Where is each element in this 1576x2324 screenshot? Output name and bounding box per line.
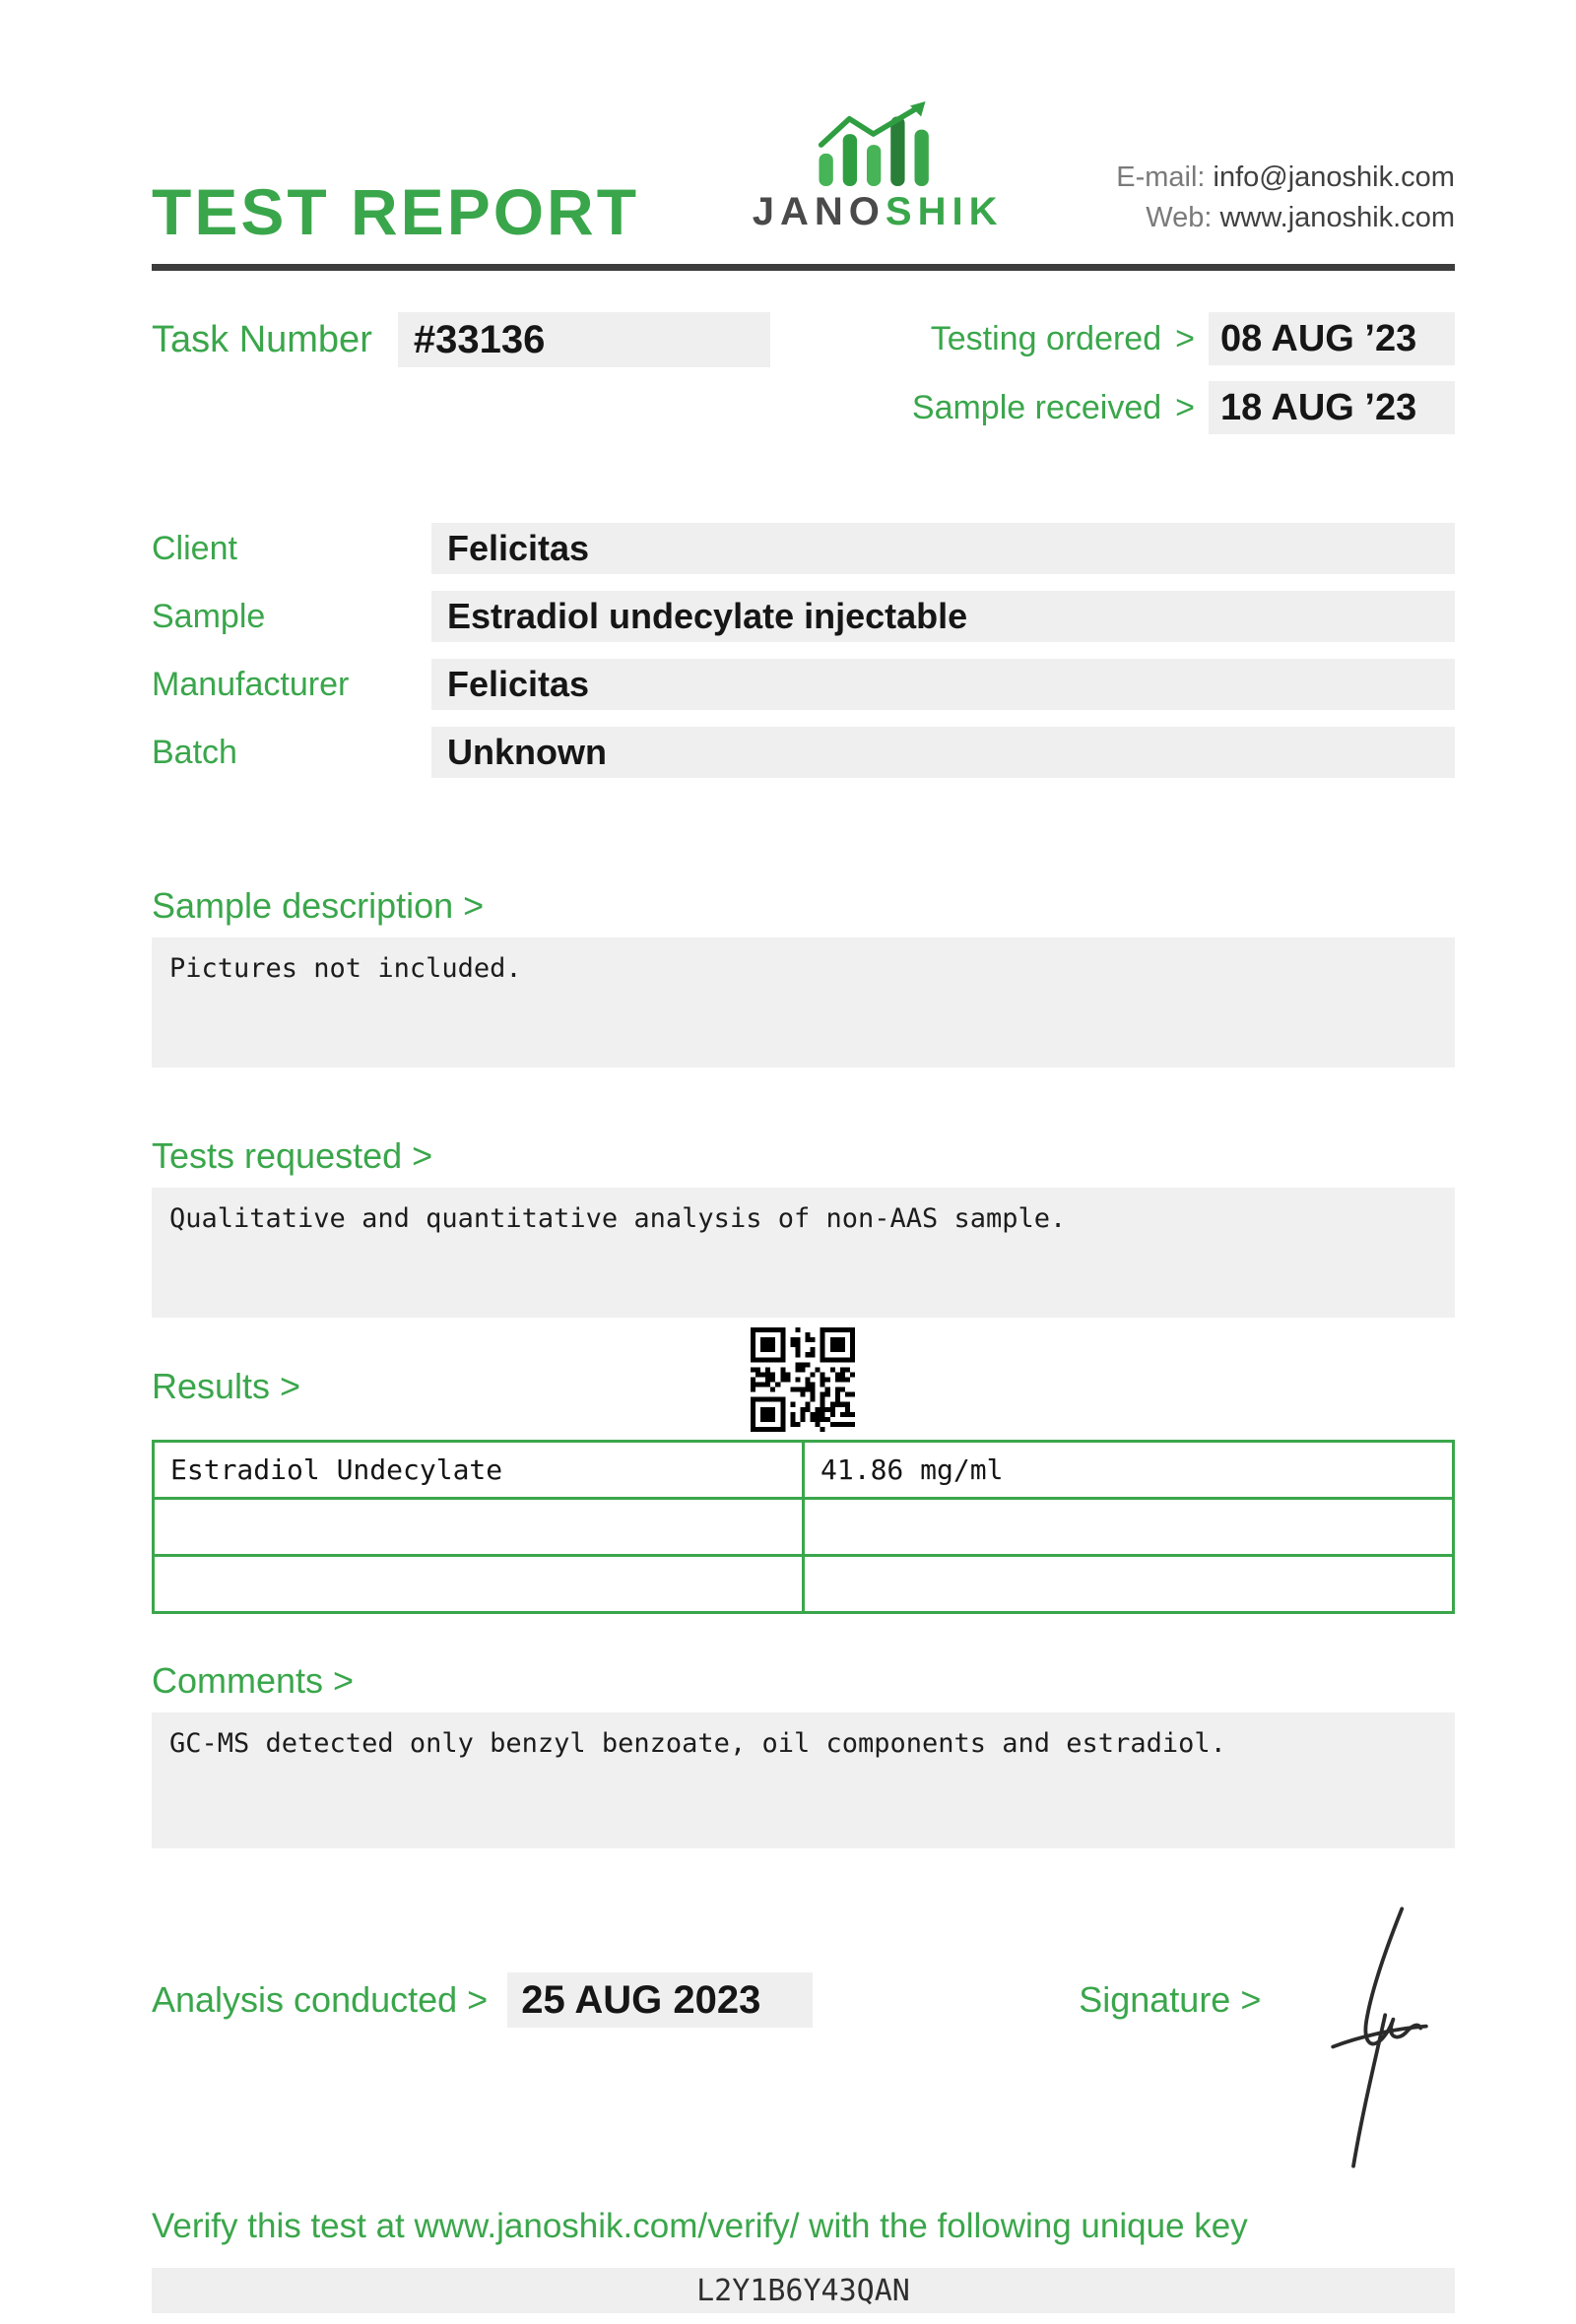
signature-scribble: [1301, 1890, 1441, 2185]
comments-heading: Comments >: [152, 1660, 355, 1701]
tests-requested-section: [152, 1134, 1455, 1318]
task-number: [152, 312, 770, 367]
comments-text: GC-MS detected only benzyl benzoate, oil components and estradiol.: [169, 1728, 1226, 1759]
client-label: Client: [152, 529, 237, 567]
results-row: [154, 1442, 1454, 1499]
analyte-cell: Estradiol Undecylate: [154, 1442, 804, 1499]
sample-description-section: [152, 884, 1455, 1067]
signature-label: Signature >: [1079, 1979, 1262, 2020]
manufacturer-value: Felicitas: [447, 664, 590, 704]
comments-box: [152, 1712, 1455, 1848]
manufacturer-value-box: [431, 659, 1455, 710]
logo-wordmark: [753, 190, 1004, 234]
sample-value-box: [431, 591, 1455, 642]
sample-row: [152, 591, 1455, 642]
testing-ordered-row: [912, 312, 1455, 365]
results-table-wrap: [152, 1440, 1455, 1614]
dates-block: [912, 312, 1455, 434]
result-cell: [804, 1556, 1454, 1613]
analyte-cell: [154, 1556, 804, 1613]
batch-row: [152, 727, 1455, 778]
sample-received-value-box: [1209, 381, 1455, 434]
analyte-cell: [154, 1499, 804, 1556]
tests-requested-heading: Tests requested >: [152, 1135, 433, 1176]
qr-code: [751, 1327, 855, 1432]
web-label: Web:: [1146, 202, 1213, 233]
batch-value-box: [431, 727, 1455, 778]
contact-info: [1116, 161, 1455, 234]
result-cell: [804, 1499, 1454, 1556]
batch-label: Batch: [152, 733, 237, 771]
sample-description-text: Pictures not included.: [169, 953, 522, 984]
header-divider: [152, 264, 1455, 271]
report-header: [152, 0, 1455, 248]
testing-ordered-label: Testing ordered: [930, 319, 1162, 357]
contact-web: [1146, 202, 1455, 234]
contact-email: [1116, 161, 1455, 194]
task-number-value-box: [398, 312, 770, 367]
janoshik-logo: [753, 101, 1004, 234]
sample-value: Estradiol undecylate injectable: [447, 596, 968, 636]
email-value: info@janoshik.com: [1213, 161, 1455, 193]
verify-key-box: [152, 2268, 1455, 2313]
sample-label: Sample: [152, 597, 266, 635]
task-number-value: #33136: [413, 317, 546, 361]
web-value: www.janoshik.com: [1219, 202, 1455, 233]
analysis-date-box: [507, 1972, 813, 2028]
manufacturer-label: Manufacturer: [152, 665, 350, 703]
verify-instruction: Verify this test at www.janoshik.com/verify/ with the following unique key: [152, 2207, 1248, 2245]
bar-chart-logo-icon: [804, 101, 952, 186]
analysis-conducted-label: Analysis conducted >: [152, 1979, 489, 2020]
sample-received-arrow: >: [1175, 388, 1195, 426]
results-row: [154, 1499, 1454, 1556]
testing-ordered-date: 08 AUG ’23: [1220, 317, 1417, 359]
client-row: [152, 523, 1455, 574]
result-cell: 41.86 mg/ml: [804, 1442, 1454, 1499]
tests-requested-text: Qualitative and quantitative analysis of non-AAS sample.: [169, 1203, 1067, 1234]
task-number-label: Task Number: [152, 318, 372, 360]
report-title: TEST REPORT: [152, 175, 640, 248]
results-heading: Results >: [152, 1366, 301, 1406]
sample-received-date: 18 AUG ’23: [1220, 386, 1417, 428]
verify-key: L2Y1B6Y43QAN: [696, 2273, 910, 2308]
logo-text-jano: JANO: [752, 190, 886, 233]
analysis-date: 25 AUG 2023: [521, 1977, 761, 2022]
manufacturer-row: [152, 659, 1455, 710]
sample-description-heading: Sample description >: [152, 885, 485, 926]
logo-text-shik: SHIK: [885, 190, 1004, 233]
analysis-signature-row: [152, 1972, 1455, 2028]
meta-section: [152, 312, 1455, 434]
client-value: Felicitas: [447, 528, 590, 568]
sample-info-fields: [152, 523, 1455, 778]
comments-section: [152, 1659, 1455, 1848]
results-row: [154, 1556, 1454, 1613]
sample-description-box: [152, 937, 1455, 1067]
email-label: E-mail:: [1116, 161, 1206, 193]
results-table: [152, 1440, 1455, 1614]
results-section: [152, 1365, 1455, 1614]
testing-ordered-arrow: >: [1175, 319, 1195, 357]
sample-received-row: [912, 381, 1455, 434]
tests-requested-box: [152, 1188, 1455, 1318]
client-value-box: [431, 523, 1455, 574]
batch-value: Unknown: [447, 732, 607, 772]
testing-ordered-value-box: [1209, 312, 1455, 365]
sample-received-label: Sample received: [911, 388, 1162, 426]
